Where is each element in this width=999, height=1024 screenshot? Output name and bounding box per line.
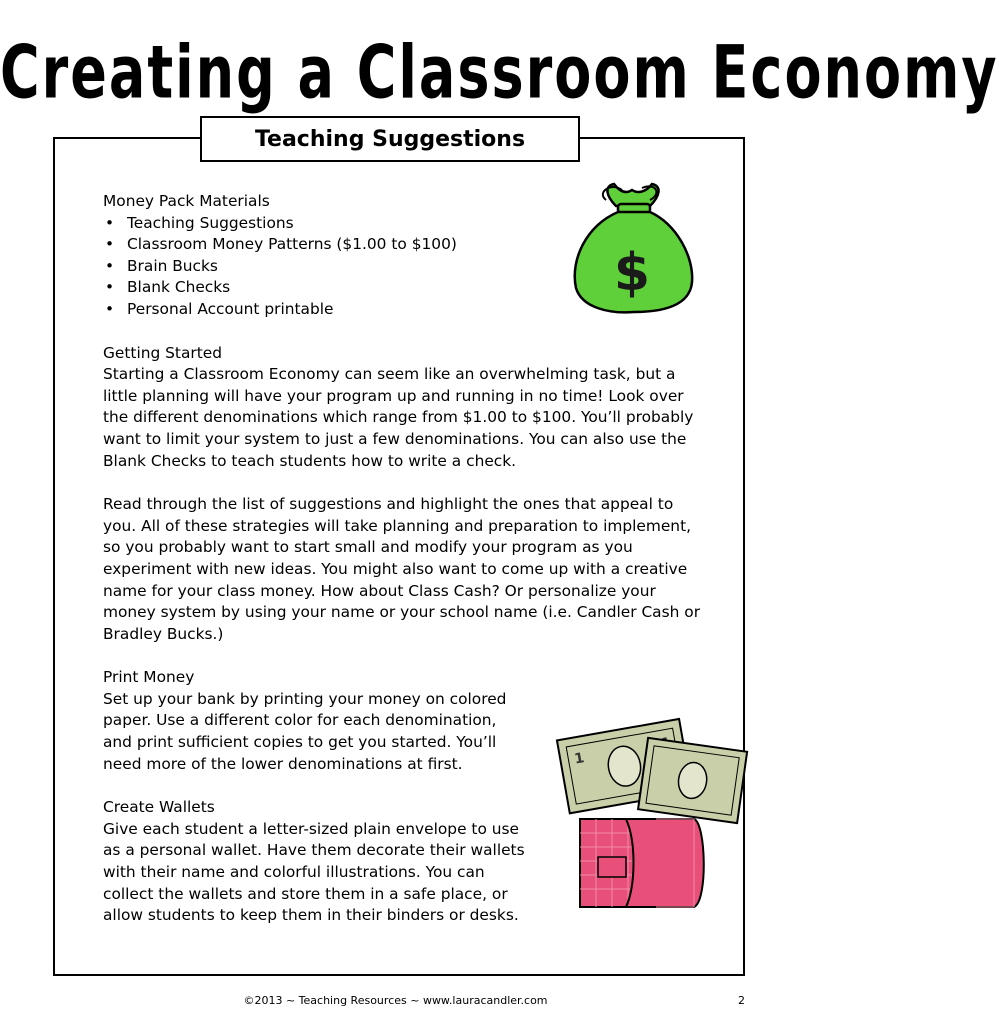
footer-text: ©2013 ~ Teaching Resources ~ www.lauracandler.com <box>243 994 548 1007</box>
create-wallets-heading: Create Wallets <box>103 798 215 817</box>
getting-started-heading: Getting Started <box>103 343 222 362</box>
print-money-heading: Print Money <box>103 668 195 687</box>
list-item: • Personal Account printable <box>103 299 703 321</box>
getting-started-paragraph-1: Starting a Classroom Economy can seem like an overwhelming task, but a little planning will have your program up and running in no time! Look over the different denominations which range from $1.00 to $100. You’ll probably want to limit your system to just a few denominations. You can also use the Blank Checks to teach students how to write a check. <box>103 365 694 470</box>
wallet-with-cash-icon <box>556 715 748 911</box>
materials-list <box>103 213 703 321</box>
getting-started-paragraph-2: Read through the list of suggestions and highlight the ones that appeal to you. All of these strategies will take planning and preparation to implement, so you probably want to start small and modify your program as you experiment with new ideas. You might also want to come up with a creative name for your class money. How about Class Cash? Or personalize your money system by using your name or your school name (i.e. Candler Cash or Bradley Bucks.) <box>103 495 701 643</box>
page-title: Creating a Classroom Economy <box>0 30 999 116</box>
create-wallets-paragraph: Give each student a letter-sized plain envelope to use as a personal wallet. Have them decorate their wallets with their name and colorful illustrations. You can collect the wallets and store them in a safe place, or allow students to keep them in their binders or desks. <box>103 819 525 925</box>
print-money-paragraph: Set up your bank by printing your money on colored paper. Use a different color for each denomination, and print sufficient copies to get you started. You’ll need more of the lower denominations at first. <box>103 689 507 773</box>
svg-text:1: 1 <box>573 750 586 768</box>
list-item: • Classroom Money Patterns ($1.00 to $100) <box>103 234 703 256</box>
materials-heading: Money Pack Materials <box>103 192 270 210</box>
section-tab: Teaching Suggestions <box>200 116 580 162</box>
list-item: • Blank Checks <box>103 277 703 299</box>
list-item: • Brain Bucks <box>103 256 703 278</box>
page-number: 2 <box>738 994 745 1007</box>
list-item: • Teaching Suggestions <box>103 213 703 235</box>
svg-text:$: $ <box>613 243 651 303</box>
